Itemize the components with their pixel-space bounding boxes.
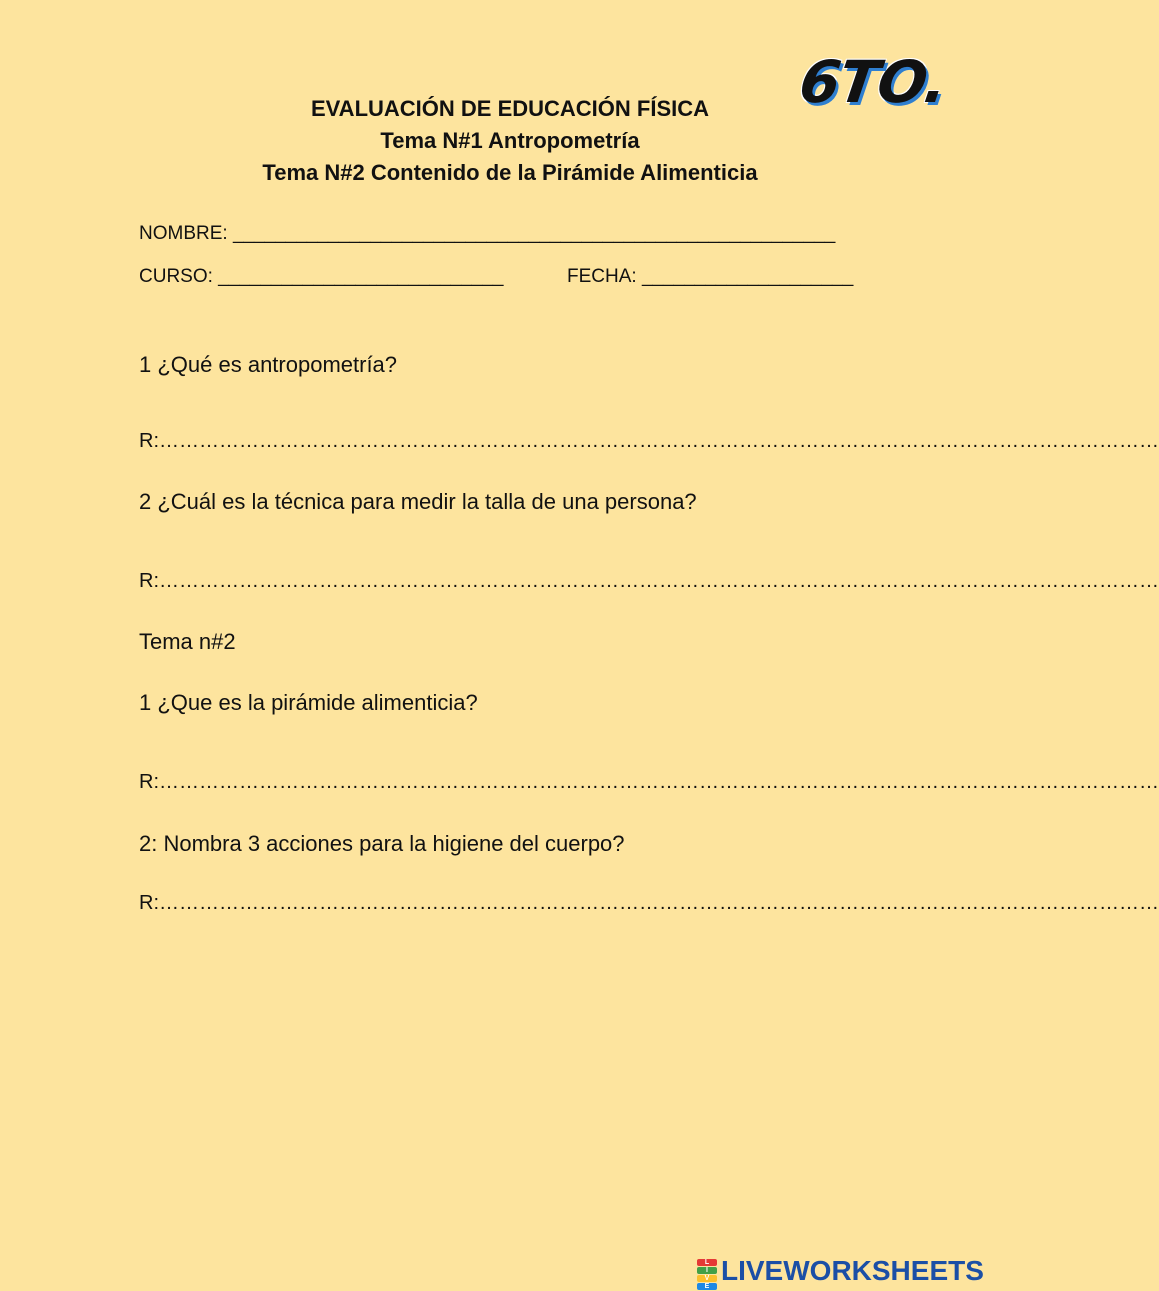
mark-letter: L: [697, 1259, 717, 1266]
question-4-answer[interactable]: R:……………………………………………………………………………………………………………………………………: [139, 892, 1159, 914]
mark-letter: E: [697, 1283, 717, 1290]
topic-2-title: Tema N#2 Contenido de la Pirámide Alimenticia: [262, 160, 758, 185]
section-2-label: Tema n#2: [139, 629, 236, 654]
question-4-text: 2: Nombra 3 acciones para la higiene del cuerpo?: [139, 831, 625, 856]
mark-letter: I: [697, 1267, 717, 1274]
mark-letter: V: [697, 1275, 717, 1282]
question-2-answer[interactable]: R:……………………………………………………………………………………………………………………………………: [139, 570, 1159, 592]
liveworksheets-mark-icon: [697, 1258, 717, 1290]
worksheet-header: [0, 93, 1020, 189]
date-field[interactable]: FECHA: ____________________: [567, 266, 854, 287]
name-field[interactable]: NOMBRE: _________________________________________________________: [139, 223, 836, 244]
worksheet-title: EVALUACIÓN DE EDUCACIÓN FÍSICA: [310, 96, 710, 121]
question-1-text: 1 ¿Qué es antropometría?: [139, 352, 398, 377]
question-3-text: 1 ¿Que es la pirámide alimenticia?: [139, 690, 478, 715]
liveworksheets-logo: [697, 1255, 984, 1290]
liveworksheets-text: LIVEWORKSHEETS: [721, 1255, 984, 1286]
question-1-answer[interactable]: R:……………………………………………………………………………………………………………………………………: [139, 430, 1159, 452]
course-field[interactable]: CURSO: ___________________________: [139, 266, 504, 287]
question-3-answer[interactable]: R:……………………………………………………………………………………………………………………………………: [139, 771, 1159, 793]
topic-1-title: Tema N#1 Antropometría: [380, 128, 640, 153]
grade-label: 6TO.: [795, 48, 951, 116]
question-2-text: 2 ¿Cuál es la técnica para medir la talla de una persona?: [139, 489, 697, 514]
